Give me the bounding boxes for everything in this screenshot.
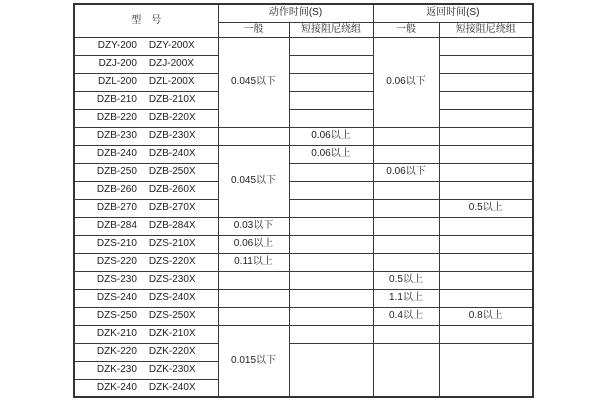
spec-table xyxy=(73,3,534,398)
model-name-a: DZS-230 xyxy=(96,274,137,285)
return-damping-cell xyxy=(439,109,533,127)
header-return-time: 返回时间(S) xyxy=(373,4,533,22)
action-damping-cell xyxy=(289,163,373,181)
model-cell xyxy=(74,181,218,199)
return-damping-cell xyxy=(439,235,533,253)
return-general-cell: 0.06以下 xyxy=(373,163,439,181)
model-name-a: DZL-200 xyxy=(98,76,137,87)
action-damping-cell xyxy=(289,199,373,217)
model-name-b: DZB-230X xyxy=(148,130,196,141)
table-row xyxy=(74,253,533,271)
action-general-cell: 0.045以下 xyxy=(218,145,289,217)
return-general-cell xyxy=(373,253,439,271)
action-general-cell xyxy=(218,307,289,325)
model-name-a: DZY-200 xyxy=(97,40,137,51)
return-general-cell: 0.06以下 xyxy=(373,37,439,127)
model-name-a: DZS-250 xyxy=(96,310,137,321)
action-damping-cell xyxy=(289,235,373,253)
action-damping-cell xyxy=(289,289,373,307)
action-general-cell: 0.015以下 xyxy=(218,325,289,397)
table-row xyxy=(74,343,533,361)
table-row xyxy=(74,289,533,307)
action-general-cell: 0.03以下 xyxy=(218,217,289,235)
model-name-b: DZY-200X xyxy=(148,40,195,51)
model-name-b: DZS-210X xyxy=(148,238,196,249)
model-name-b: DZJ-200X xyxy=(148,58,194,69)
header-action-general: 一般 xyxy=(218,22,289,37)
action-damping-cell: 0.06以上 xyxy=(289,145,373,163)
model-name-a: DZS-210 xyxy=(96,238,137,249)
return-damping-cell: 0.5以上 xyxy=(439,199,533,217)
return-damping-cell xyxy=(439,181,533,199)
action-general-cell: 0.045以下 xyxy=(218,37,289,127)
model-cell xyxy=(74,199,218,217)
action-general-cell xyxy=(218,289,289,307)
model-name-a: DZB-284 xyxy=(96,220,137,231)
model-name-a: DZB-230 xyxy=(96,130,137,141)
model-name-b: DZB-284X xyxy=(148,220,196,231)
return-damping-cell xyxy=(439,91,533,109)
header-return-general: 一般 xyxy=(373,22,439,37)
model-cell xyxy=(74,145,218,163)
model-cell xyxy=(74,127,218,145)
return-damping-cell xyxy=(439,127,533,145)
model-name-b: DZB-220X xyxy=(148,112,196,123)
model-cell xyxy=(74,55,218,73)
model-name-b: DZS-220X xyxy=(148,256,196,267)
action-general-cell: 0.11以上 xyxy=(218,253,289,271)
table-body xyxy=(74,37,533,397)
return-damping-cell xyxy=(439,37,533,55)
table-row xyxy=(74,73,533,91)
model-cell xyxy=(74,91,218,109)
table-row xyxy=(74,127,533,145)
return-damping-cell xyxy=(439,289,533,307)
action-damping-cell xyxy=(289,271,373,289)
model-name-a: DZK-240 xyxy=(96,381,137,393)
action-damping-cell xyxy=(289,343,373,397)
table-row xyxy=(74,271,533,289)
model-name-a: DZK-210 xyxy=(96,328,137,339)
table-row xyxy=(74,235,533,253)
return-damping-cell xyxy=(439,145,533,163)
action-damping-cell xyxy=(289,181,373,199)
action-damping-cell xyxy=(289,307,373,325)
header-model: 型 号 xyxy=(74,4,218,37)
model-cell xyxy=(74,163,218,181)
return-general-cell xyxy=(373,127,439,145)
model-name-b: DZB-270X xyxy=(148,202,196,213)
return-general-cell xyxy=(373,217,439,235)
action-damping-cell xyxy=(289,217,373,235)
table-row xyxy=(74,163,533,181)
return-damping-cell xyxy=(439,217,533,235)
model-cell xyxy=(74,217,218,235)
return-general-cell xyxy=(373,235,439,253)
model-cell xyxy=(74,235,218,253)
model-cell xyxy=(74,37,218,55)
model-name-b: DZB-240X xyxy=(148,148,196,159)
header-row-groups xyxy=(74,4,533,22)
table-row xyxy=(74,91,533,109)
table-row xyxy=(74,109,533,127)
header-action-time: 动作时间(S) xyxy=(218,4,373,22)
model-cell xyxy=(74,253,218,271)
return-damping-cell xyxy=(439,55,533,73)
action-general-cell: 0.06以上 xyxy=(218,235,289,253)
model-name-b: DZK-240X xyxy=(148,381,196,393)
action-damping-cell xyxy=(289,55,373,73)
model-cell xyxy=(74,73,218,91)
table-row xyxy=(74,145,533,163)
return-damping-cell xyxy=(439,325,533,343)
model-name-a: DZB-210 xyxy=(96,94,137,105)
model-name-a: DZB-250 xyxy=(96,166,137,177)
model-name-a: DZB-220 xyxy=(96,112,137,123)
action-damping-cell xyxy=(289,253,373,271)
model-name-a: DZB-260 xyxy=(96,184,137,195)
return-damping-cell xyxy=(439,271,533,289)
model-name-a: DZK-230 xyxy=(96,364,137,375)
return-damping-cell: 0.8以上 xyxy=(439,307,533,325)
table-row xyxy=(74,181,533,199)
return-damping-cell xyxy=(439,343,533,397)
table-row xyxy=(74,199,533,217)
model-cell xyxy=(74,109,218,127)
model-cell xyxy=(74,271,218,289)
action-general-cell xyxy=(218,271,289,289)
model-name-a: DZB-270 xyxy=(96,202,137,213)
header-action-damping: 短接阻尼绕组 xyxy=(289,22,373,37)
return-general-cell: 0.5以上 xyxy=(373,271,439,289)
action-damping-cell xyxy=(289,73,373,91)
return-general-cell xyxy=(373,145,439,163)
model-cell xyxy=(74,325,218,343)
model-name-a: DZS-240 xyxy=(96,292,137,303)
model-name-b: DZK-220X xyxy=(148,346,196,357)
return-general-cell: 1.1以上 xyxy=(373,289,439,307)
model-name-b: DZS-240X xyxy=(148,292,196,303)
model-name-a: DZS-220 xyxy=(96,256,137,267)
action-damping-cell xyxy=(289,37,373,55)
action-damping-cell xyxy=(289,109,373,127)
return-general-cell: 0.4以上 xyxy=(373,307,439,325)
return-general-cell xyxy=(373,181,439,199)
table-row xyxy=(74,307,533,325)
table-row xyxy=(74,55,533,73)
model-name-b: DZK-230X xyxy=(148,364,196,375)
return-damping-cell xyxy=(439,253,533,271)
model-name-b: DZB-260X xyxy=(148,184,196,195)
model-name-b: DZS-250X xyxy=(148,310,196,321)
action-general-cell xyxy=(218,127,289,145)
model-name-a: DZJ-200 xyxy=(98,58,137,69)
model-cell xyxy=(74,289,218,307)
header-return-damping: 短接阻尼绕组 xyxy=(439,22,533,37)
return-general-cell xyxy=(373,343,439,397)
model-cell xyxy=(74,307,218,325)
action-damping-cell: 0.06以上 xyxy=(289,127,373,145)
table-row xyxy=(74,217,533,235)
model-name-a: DZK-220 xyxy=(96,346,137,357)
model-name-b: DZS-230X xyxy=(148,274,196,285)
return-damping-cell xyxy=(439,163,533,181)
return-damping-cell xyxy=(439,73,533,91)
action-damping-cell xyxy=(289,325,373,343)
model-name-b: DZK-210X xyxy=(148,328,196,339)
model-name-b: DZL-200X xyxy=(148,76,195,87)
table-row xyxy=(74,325,533,343)
return-general-cell xyxy=(373,199,439,217)
table-header xyxy=(74,4,533,37)
action-damping-cell xyxy=(289,91,373,109)
model-name-b: DZB-250X xyxy=(148,166,196,177)
model-name-a: DZB-240 xyxy=(96,148,137,159)
model-name-b: DZB-210X xyxy=(148,94,196,105)
return-general-cell xyxy=(373,325,439,343)
model-cell xyxy=(74,379,218,397)
model-cell xyxy=(74,343,218,361)
table-row xyxy=(74,37,533,55)
model-cell xyxy=(74,361,218,379)
